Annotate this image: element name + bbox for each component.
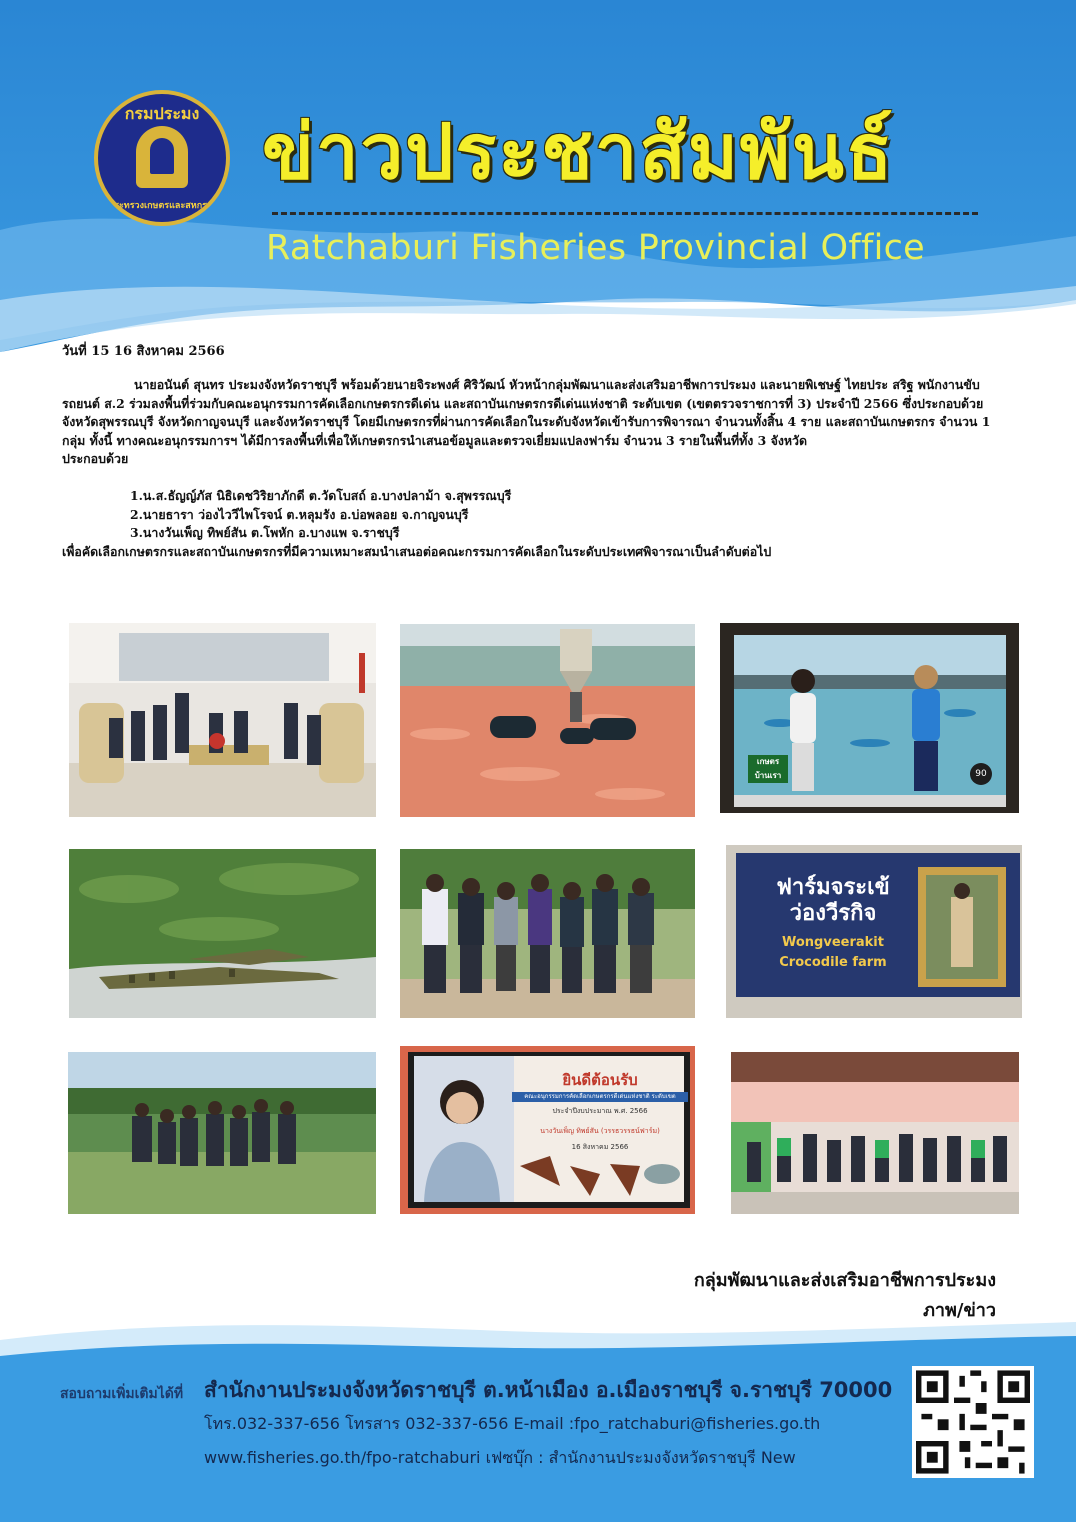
- sign-title-line1: ฟาร์มจระเข้: [776, 875, 890, 900]
- list-item: 3.นางวันเพ็ญ ทิพย์สัน ต.โพหัก อ.บางแพ จ.ราชบุรี: [130, 525, 400, 541]
- photo-welcome-board: [400, 1046, 695, 1214]
- farmer-list: [62, 487, 1012, 543]
- tv-program-badge: เกษตร บ้านเรา: [748, 755, 788, 783]
- sign-thai-name: [748, 875, 918, 927]
- welcome-committee: คณะอนุกรรมการคัดเลือกเกษตรกรดีเด่นแห่งชาติ ระดับเขต: [512, 1092, 688, 1102]
- credit-group-name: กลุ่มพัฒนาและส่งเสริมอาชีพการประมง: [693, 1270, 996, 1291]
- logo-top-text: กรมประมง: [124, 104, 200, 123]
- news-body: [62, 376, 1012, 561]
- sign-en-line2: Crocodile farm: [779, 955, 887, 970]
- title-divider: [272, 212, 978, 215]
- news-date: วันที่ 15 16 สิงหาคม 2566: [62, 344, 225, 359]
- photo-meeting-room: [69, 623, 376, 817]
- credit-label: ภาพ/ข่าว: [923, 1300, 996, 1321]
- photo-group-at-pond: [68, 1052, 376, 1214]
- welcome-fiscal-year: ประจำปีงบประมาณ พ.ศ. 2566: [552, 1107, 648, 1115]
- sign-en-line1: Wongveerakit: [782, 935, 884, 950]
- sign-title-line2: ว่องวีรกิจ: [789, 901, 877, 926]
- news-closing: เพื่อคัดเลือกเกษตรกรและสถาบันเกษตรกรที่มีความเหมาะสมนำเสนอต่อคณะกรรมการคัดเลือกในระดับประเทศพิจารณาเป็นลำดับต่อไป: [62, 543, 772, 559]
- page-title: ข่าวประชาสัมพันธ์: [262, 107, 895, 196]
- photo-tv-interview: [720, 623, 1019, 813]
- qr-code-icon[interactable]: [912, 1366, 1034, 1478]
- photo-crocodile-farm-sign: [726, 845, 1022, 1018]
- list-item: 1.น.ส.ธัญญ์ภัส นิธิเดชวิริยาภักดี ต.วัดโบสถ์ อ.บางปลาม้า จ.สุพรรณบุรี: [130, 487, 512, 503]
- news-paragraph: นายอนันต์ สุนทร ประมงจังหวัดราชบุรี พร้อมด้วยนายจิระพงศ์ ศิริวัฒน์ หัวหน้ากลุ่มพัฒนาและส่งเสริมอาชีพการประมง และนายพิเชษฐ์ ไทยประ สริฐ พนักงานขับรถยนต์ ส.2 ร่วมลงพื้นที่ร่วมกับคณะอนุกรรมการคัดเลือกเกษตรกรดีเด่น และสถาบันเกษตรกรดีเด่นแห่งชาติ ระดับเขต (เขตตรวจราชการที่ 3) ประจำปี 2566 ซึ่งประกอบด้วย จังหวัดสุพรรณบุรี จังหวัดกาญจนบุรี และจังหวัดราชบุรี โดยมีเกษตรกรที่ผ่านการคัดเลือกในระดับจังหวัดเข้ารับการพิจารณา จำนวนทั้งสิ้น 4 ราย และสถาบันเกษตรกร จำนวน 1 กลุ่ม ทั้งนี้ ทางคณะอนุกรรมการฯ ได้มีการลงพื้นที่เพื่อให้เกษตรกรนำเสนอข้อมูลและตรวจเยี่ยมแปลงฟาร์ม จำนวน 3 รายในพื้นที่ทั้ง 3 จังหวัด: [62, 377, 991, 448]
- logo-emblem-icon: [136, 126, 188, 188]
- list-item: 2.นายธารา ว่องไววีไพโรจน์ ต.หลุมรัง อ.บ่อพลอย จ.กาญจนบุรี: [130, 506, 469, 522]
- contact-phone-email: โทร.032-337-656 โทรสาร 032-337-656 E-mail :fpo_ratchaburi@fisheries.go.th: [204, 1414, 821, 1433]
- welcome-date: 16 สิงหาคม 2566: [571, 1143, 629, 1151]
- photo-fish-pond-feeder: [400, 624, 695, 817]
- contact-label: สอบถามเพิ่มเติมได้ที่: [60, 1386, 184, 1402]
- photo-group-at-farm: [400, 849, 695, 1018]
- contact-office-address: สำนักงานประมงจังหวัดราชบุรี ต.หน้าเมือง อ.เมืองราชบุรี จ.ราชบุรี 70000: [204, 1378, 893, 1402]
- tv-channel-number: 90: [970, 763, 992, 785]
- office-name-english: Ratchaburi Fisheries Provincial Office: [266, 228, 926, 268]
- photo-crocodiles: [69, 849, 376, 1018]
- welcome-host-name: นางวันเพ็ญ ทิพย์สัน (วรรธวรรธน์ฟาร์ม): [540, 1127, 660, 1135]
- welcome-title: ยินดีต้อนรับ: [562, 1071, 638, 1089]
- header-banner: [0, 0, 1076, 380]
- sign-english-name: [748, 933, 918, 973]
- consisting-of-label: ประกอบด้วย: [62, 451, 129, 467]
- contact-website-facebook: www.fisheries.go.th/fpo-ratchaburi เฟซบุ๊ก : สำนักงานประมงจังหวัดราชบุรี New: [204, 1448, 796, 1467]
- logo-bottom-text: กระทรวงเกษตรและสหกรณ์: [108, 201, 216, 211]
- photo-group-at-event: [731, 1052, 1019, 1214]
- department-of-fisheries-logo: [94, 90, 230, 226]
